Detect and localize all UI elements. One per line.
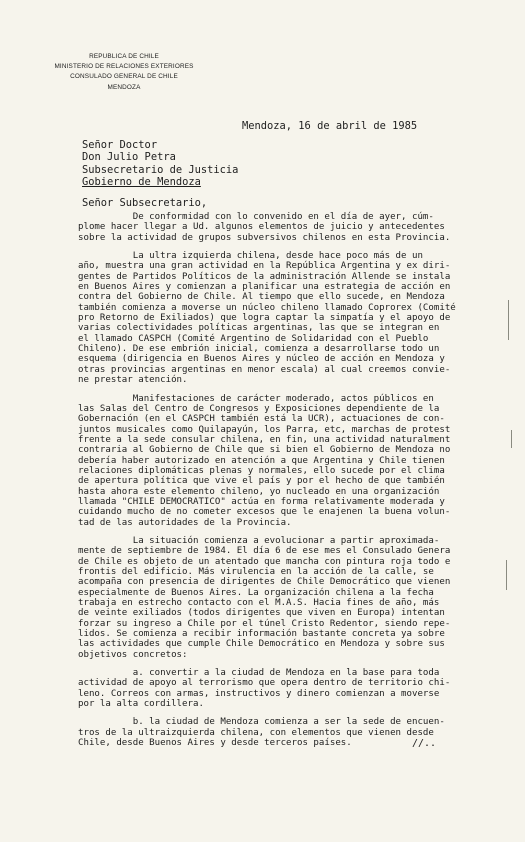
recipient-position: Subsecretario de Justicia	[82, 163, 239, 176]
body-line: de apertura política que vive el país y por el hecho de que también	[78, 476, 445, 487]
body-line: La ultra izquierda chilena, desde hace poco más de un	[78, 251, 423, 262]
body-line: el llamado CASPCH (Comité Argentino de Solidaridad con el Pueblo	[78, 333, 429, 344]
body-line: acompaña con presencia de dirigentes de Chile Democrático que vienen	[78, 577, 451, 588]
margin-mark	[511, 430, 512, 448]
body-line: llamada "CHILE DEMOCRATICO" actúa en forma relativamente moderada y	[78, 496, 445, 507]
body-line: otras provincias argentinas en menor escala) al cual creemos convie-	[78, 364, 451, 375]
letterhead	[40, 52, 208, 93]
body-line: también comienza a moverse un núcleo chileno llamado Coprorex (Comité	[78, 302, 456, 313]
body-line: Chile, desde Buenos Aires y desde terceros países.	[78, 738, 352, 749]
body-line: actividad de apoyo al terrorismo que opera dentro de territorio chi-	[78, 678, 451, 689]
body-line: tad de las autoridades de la Provincia.	[78, 517, 292, 528]
body-line: en Buenos Aires y comienzan a planificar una estrategia de acción en	[78, 282, 451, 293]
body-line: las actividades que cumple Chile Democrático en Mendoza y sobre sus	[78, 639, 445, 650]
body-line: relaciones diplomáticas plenas y normales, ello sucede por el clima	[78, 465, 445, 476]
body-line: de Chile es objeto de un atentado que mancha con pintura roja todo e	[78, 556, 451, 567]
body-line: De conformidad con lo convenido en el día de ayer, cúm-	[78, 212, 434, 222]
body-line: juntos musicales como Quilapayún, los Parra, etc, marchas de protest	[78, 424, 451, 435]
body-line: de veinte exiliados (todos dirigentes que viven en Europa) intentan	[78, 608, 445, 619]
body-line: plome hacer llegar a Ud. algunos elementos de juicio y antecedentes	[78, 222, 445, 233]
body-line: a. convertir a la ciudad de Mendoza en la base para toda	[78, 668, 440, 679]
body-line: cuidando mucho de no cometer excesos que le enajenen la buena volun-	[78, 507, 451, 518]
recipient-title: Señor Doctor	[82, 139, 158, 151]
recipient-name: Don Julio Petra	[82, 151, 176, 164]
letterhead-line: REPUBLICA DE CHILE	[89, 53, 159, 60]
body-paragraph	[78, 536, 508, 660]
recipient-organization: Gobierno de Mendoza	[82, 176, 201, 189]
body-line: varias colectividades políticas argentinas, las que se integran en	[78, 323, 440, 334]
body-paragraph	[78, 212, 508, 243]
letter-body	[78, 212, 508, 757]
letterhead-line: MINISTERIO DE RELACIONES EXTERIORES	[54, 63, 194, 71]
letterhead-line: MENDOZA	[107, 83, 141, 91]
body-line: especialmente de Buenos Aires. La organización chilena a la fecha	[78, 587, 434, 598]
body-line: leno. Correos con armas, instructivos y dinero comienzan a moverse	[78, 688, 440, 699]
continuation-mark: //..	[412, 738, 437, 749]
body-paragraph	[78, 394, 508, 528]
body-line: trabaja en estrecho contacto con el M.A.S. Hacia fines de año, más	[78, 598, 440, 609]
body-line: por la alta cordillera.	[78, 699, 204, 710]
body-line: sobre la actividad de grupos subversivos chilenos en esta Provincia.	[78, 232, 451, 243]
body-line: forzar su ingreso a Chile por el túnel Cristo Redentor, siendo repe-	[78, 618, 451, 629]
body-line: hasta ahora este elemento chileno, yo nucleado en una organización	[78, 486, 440, 497]
salutation: Señor Subsecretario,	[82, 197, 208, 209]
body-line: contraria al Gobierno de Chile que si bien el Gobierno de Mendoza no	[78, 445, 451, 456]
date-line: Mendoza, 16 de abril de 1985	[242, 120, 418, 132]
body-line: mente de septiembre de 1984. El día 6 de ese mes el Consulado Genera	[78, 546, 451, 557]
recipient-block	[82, 139, 238, 189]
body-paragraph	[78, 251, 508, 385]
body-line: Manifestaciones de carácter moderado, actos públicos en	[78, 393, 434, 404]
body-line: frente a la sede consular chilena, en fin, una actividad naturalment	[78, 434, 451, 445]
body-line: esquema (dirigencia en Buenos Aires y núcleo de acción en Mendoza y	[78, 354, 445, 365]
margin-mark	[506, 560, 507, 590]
body-line: las Salas del Centro de Congresos y Exposiciones dependiente de la	[78, 403, 440, 414]
body-line: gentes de Partidos Políticos de la administración Allende se instala	[78, 271, 451, 282]
body-paragraph	[78, 668, 508, 709]
letterhead-line: CONSULADO GENERAL DE CHILE	[70, 73, 178, 81]
body-line: b. la ciudad de Mendoza comienza a ser la sede de encuen-	[78, 717, 445, 728]
body-line: La situación comienza a evolucionar a partir aproximada-	[78, 535, 440, 546]
body-line: tros de la ultraizquierda chilena, con elementos que vienen desde	[78, 727, 434, 738]
body-line: debería haber autorizado en atención a que Argentina y Chile tienen	[78, 455, 445, 466]
body-line: Chileno). De ese embrión inicial, comienza a desarrollarse todo un	[78, 344, 440, 355]
body-line: pro Retorno de Exiliados) que logra captar la simpatía y el apoyo de	[78, 313, 451, 324]
body-line: lidos. Se comienza a recibir información bastante concreta ya sobre	[78, 629, 445, 640]
body-line: contra del Gobierno de Chile. Al tiempo que ello sucede, en Mendoza	[78, 292, 445, 303]
body-line: ne prestar atención.	[78, 375, 188, 386]
body-line: frontis del edificio. Más virulencia en la acción de la calle, se	[78, 567, 434, 577]
body-paragraph	[78, 717, 508, 748]
body-line: objetivos concretos:	[78, 649, 188, 660]
body-line: Gobernación (en el CASPCH también está la UCR), actuaciones de con-	[78, 414, 445, 425]
margin-mark	[508, 300, 509, 340]
body-line: año, muestra una gran actividad en la República Argentina y ex diri-	[78, 261, 451, 272]
